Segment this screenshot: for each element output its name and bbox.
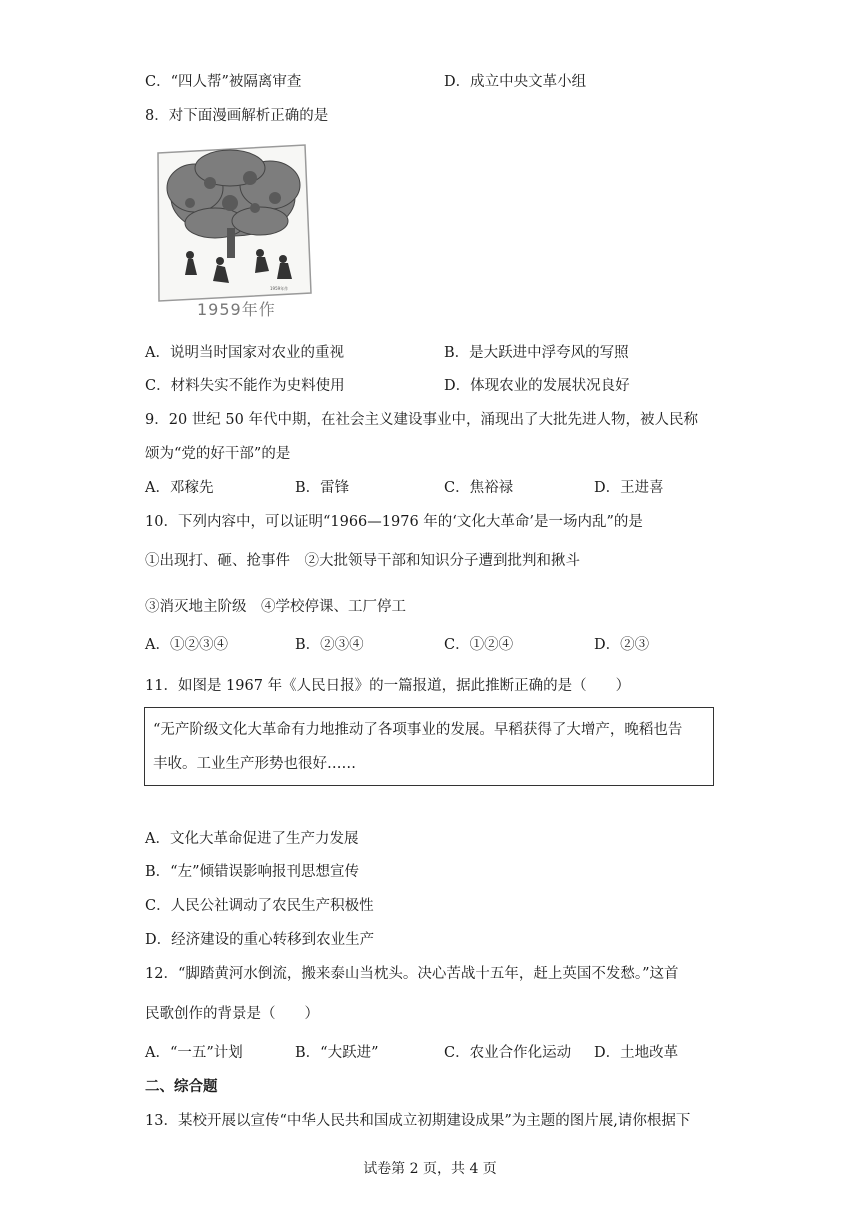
- page-footer: 试卷第 2 页，共 4 页: [363, 1161, 497, 1177]
- q8-option-d: D．体现农业的发展状况良好: [444, 378, 630, 394]
- q9-stem-line1: 9．20 世纪 50 年代中期，在社会主义建设事业中，涌现出了大批先进人物，被人民称: [145, 412, 698, 428]
- q9-option-b: B．雷锋: [295, 480, 350, 496]
- q9-option-d: D．王进喜: [594, 480, 664, 496]
- q12-option-c: C．农业合作化运动: [444, 1045, 572, 1061]
- q10-option-b: B．②③④: [295, 637, 364, 653]
- q12-option-a: A．“一五”计划: [145, 1045, 243, 1061]
- q12-option-d: D．土地改革: [594, 1045, 679, 1061]
- q10-option-a: A．①②③④: [145, 637, 228, 653]
- q9-stem-line2: 颂为“党的好干部”的是: [145, 446, 291, 462]
- q8-option-a: A．说明当时国家对农业的重视: [145, 345, 344, 361]
- cartoon-drawing: [155, 143, 315, 308]
- q11-quote-line2: 丰收。工业生产形势也很好……: [153, 756, 356, 772]
- cartoon-tiny-caption: 1959年作: [270, 286, 289, 291]
- q11-option-b: B．“左”倾错误影响报刊思想宣传: [145, 864, 359, 880]
- q12-option-b: B．“大跃进”: [295, 1045, 379, 1061]
- q9-option-c: C．焦裕禄: [444, 480, 514, 496]
- q11-option-c: C．人民公社调动了农民生产积极性: [145, 898, 374, 914]
- q11-quote-line1: “无产阶级文化大革命有力地推动了各项事业的发展。早稻获得了大增产，晚稻也告: [153, 722, 683, 738]
- q11-option-d: D．经济建设的重心转移到农业生产: [145, 932, 375, 948]
- q8-option-c: C．材料失实不能作为史料使用: [145, 378, 345, 394]
- q12-stem-line2: 民歌创作的背景是（ ）: [145, 1006, 319, 1022]
- q9-option-a: A．邓稼先: [145, 480, 214, 496]
- section-title: 二、综合题: [145, 1079, 218, 1095]
- q7-option-c: C．“四人帮”被隔离审查: [145, 74, 302, 90]
- q8-stem: 8．对下面漫画解析正确的是: [145, 108, 329, 124]
- q8-option-b: B．是大跃进中浮夸风的写照: [444, 345, 629, 361]
- q10-stem: 10．下列内容中，可以证明“1966—1976 年的‘文化大革命’是一场内乱”的是: [145, 514, 643, 530]
- q10-option-c: C．①②④: [444, 637, 514, 653]
- q12-stem-line1: 12．“脚踏黄河水倒流，搬来泰山当枕头。决心苦战十五年，赶上英国不发愁。”这首: [145, 966, 679, 982]
- q10-option-d: D．②③: [594, 637, 650, 653]
- q7-option-d: D．成立中央文革小组: [444, 74, 587, 90]
- cartoon-caption: 1959年作: [197, 300, 276, 319]
- q10-items-line2: ③消灭地主阶级 ④学校停课、工厂停工: [145, 599, 406, 615]
- q13-stem: 13．某校开展以宣传“中华人民共和国成立初期建设成果”为主题的图片展,请你根据下: [145, 1113, 691, 1129]
- q11-stem: 11．如图是 1967 年《人民日报》的一篇报道，据此推断正确的是（ ）: [145, 678, 631, 694]
- q10-items-line1: ①出现打、砸、抢事件 ②大批领导干部和知识分子遭到批判和揪斗: [145, 553, 580, 569]
- q11-quote-box: [144, 707, 714, 786]
- cartoon-image: [155, 143, 315, 319]
- q11-option-a: A．文化大革命促进了生产力发展: [145, 831, 359, 847]
